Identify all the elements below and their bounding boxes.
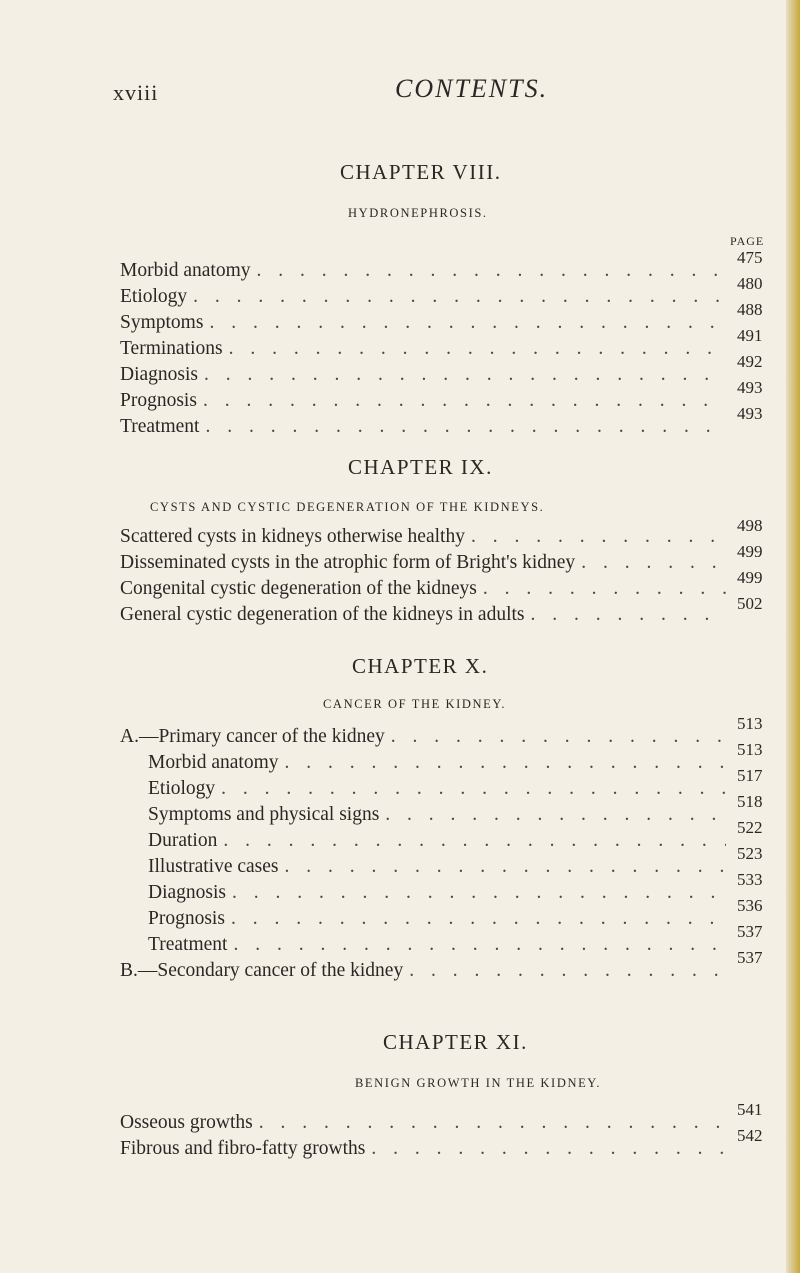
toc-entry bbox=[120, 338, 732, 360]
leader-dots bbox=[205, 416, 726, 438]
entry-page: 502 bbox=[737, 594, 763, 613]
entry-page: 480 bbox=[737, 274, 763, 293]
leader-dots bbox=[231, 908, 726, 930]
entry-page: 491 bbox=[737, 326, 763, 345]
entry-label: B.—Secondary cancer of the kidney bbox=[120, 960, 404, 981]
leader-dots bbox=[223, 830, 726, 852]
entry-label: Morbid anatomy bbox=[120, 260, 251, 281]
toc-entry bbox=[120, 260, 732, 282]
leader-dots bbox=[371, 1138, 726, 1160]
entry-label: Treatment bbox=[148, 934, 228, 955]
page-column-header: PAGE bbox=[730, 234, 765, 248]
toc-entry bbox=[120, 1112, 732, 1134]
entry-label: Osseous growths bbox=[120, 1112, 253, 1133]
toc-entry bbox=[148, 752, 732, 774]
toc-entry bbox=[148, 934, 732, 956]
leader-dots bbox=[285, 856, 727, 878]
toc-entry bbox=[120, 726, 732, 748]
page-number: xviii bbox=[113, 80, 159, 105]
toc-entry bbox=[120, 286, 732, 308]
toc-entry bbox=[148, 856, 732, 878]
entry-label: Diagnosis bbox=[148, 882, 226, 903]
leader-dots bbox=[204, 364, 726, 386]
toc-entry bbox=[148, 804, 732, 826]
chapter-subtitle: CYSTS AND CYSTIC DEGENERATION OF THE KIDNEYS. bbox=[150, 500, 545, 514]
toc-entry bbox=[120, 604, 732, 626]
leader-dots bbox=[209, 312, 726, 334]
entry-page: 536 bbox=[737, 896, 763, 915]
entry-label: Disseminated cysts in the atrophic form of Bright's kidney bbox=[120, 552, 576, 573]
entry-label: Scattered cysts in kidneys otherwise healthy bbox=[120, 526, 465, 547]
toc-entry bbox=[120, 1138, 732, 1160]
entry-label: Symptoms and physical signs bbox=[148, 804, 380, 825]
entry-page: 493 bbox=[737, 378, 763, 397]
entry-label: Etiology bbox=[120, 286, 188, 307]
toc-entry bbox=[148, 908, 732, 930]
leader-dots bbox=[203, 390, 726, 412]
entry-page: 541 bbox=[737, 1100, 763, 1119]
leader-dots bbox=[471, 526, 726, 548]
chapter-title: CHAPTER XI. bbox=[383, 1030, 528, 1054]
leader-dots bbox=[285, 752, 726, 774]
running-title: CONTENTS. bbox=[395, 74, 549, 103]
toc-entry bbox=[120, 364, 732, 386]
entry-page: 475 bbox=[737, 248, 763, 267]
entry-page: 488 bbox=[737, 300, 763, 319]
entry-page: 522 bbox=[737, 818, 763, 837]
toc-entry bbox=[148, 778, 732, 800]
leader-dots bbox=[257, 260, 726, 282]
entry-page: 513 bbox=[737, 740, 763, 759]
entry-label: Morbid anatomy bbox=[148, 752, 279, 773]
toc-entry bbox=[120, 960, 732, 982]
entry-label: General cystic degeneration of the kidneys in adults bbox=[120, 604, 525, 625]
entry-label: Prognosis bbox=[148, 908, 225, 929]
leader-dots bbox=[233, 934, 726, 956]
entry-label: A.—Primary cancer of the kidney bbox=[120, 726, 385, 747]
toc-entry bbox=[120, 578, 732, 600]
leader-dots bbox=[483, 578, 726, 600]
leader-dots bbox=[193, 286, 726, 308]
entry-label: Terminations bbox=[120, 338, 223, 359]
chapter-subtitle: BENIGN GROWTH IN THE KIDNEY. bbox=[355, 1076, 602, 1090]
leader-dots bbox=[385, 804, 726, 826]
toc-entry bbox=[148, 882, 732, 904]
entry-page: 517 bbox=[737, 766, 763, 785]
leader-dots bbox=[391, 726, 726, 748]
entry-page: 537 bbox=[737, 948, 763, 967]
entry-label: Congenital cystic degeneration of the kidneys bbox=[120, 578, 477, 599]
toc-entry bbox=[120, 312, 732, 334]
entry-label: Symptoms bbox=[120, 312, 204, 333]
entry-page: 492 bbox=[737, 352, 763, 371]
chapter-title: CHAPTER X. bbox=[352, 654, 489, 678]
entry-page: 523 bbox=[737, 844, 763, 863]
entry-page: 513 bbox=[737, 714, 763, 733]
chapter-subtitle: HYDRONEPHROSIS. bbox=[348, 206, 488, 220]
toc-entry bbox=[120, 526, 732, 548]
entry-label: Diagnosis bbox=[120, 364, 198, 385]
entry-label: Prognosis bbox=[120, 390, 197, 411]
leader-dots bbox=[581, 552, 726, 574]
entry-label: Fibrous and fibro-fatty growths bbox=[120, 1138, 366, 1159]
entry-page: 499 bbox=[737, 542, 763, 561]
leader-dots bbox=[259, 1112, 726, 1134]
entry-page: 493 bbox=[737, 404, 763, 423]
leader-dots bbox=[232, 882, 726, 904]
toc-entry bbox=[148, 830, 732, 852]
entry-page: 499 bbox=[737, 568, 763, 587]
entry-page: 533 bbox=[737, 870, 763, 889]
leader-dots bbox=[221, 778, 726, 800]
toc-entry bbox=[120, 416, 732, 438]
entry-label: Etiology bbox=[148, 778, 216, 799]
toc-entry bbox=[120, 390, 732, 412]
entry-page: 537 bbox=[737, 922, 763, 941]
leader-dots bbox=[229, 338, 726, 360]
chapter-title: CHAPTER IX. bbox=[348, 455, 493, 479]
entry-page: 498 bbox=[737, 516, 763, 535]
entry-label: Illustrative cases bbox=[148, 856, 279, 877]
toc-entry bbox=[120, 552, 732, 574]
chapter-title: CHAPTER VIII. bbox=[340, 160, 502, 184]
leader-dots bbox=[531, 604, 727, 626]
entry-label: Treatment bbox=[120, 416, 200, 437]
entry-label: Duration bbox=[148, 830, 218, 851]
leader-dots bbox=[409, 960, 726, 982]
entry-page: 518 bbox=[737, 792, 763, 811]
entry-page: 542 bbox=[737, 1126, 763, 1145]
chapter-subtitle: CANCER OF THE KIDNEY. bbox=[323, 697, 507, 711]
page-edge bbox=[786, 0, 800, 1273]
